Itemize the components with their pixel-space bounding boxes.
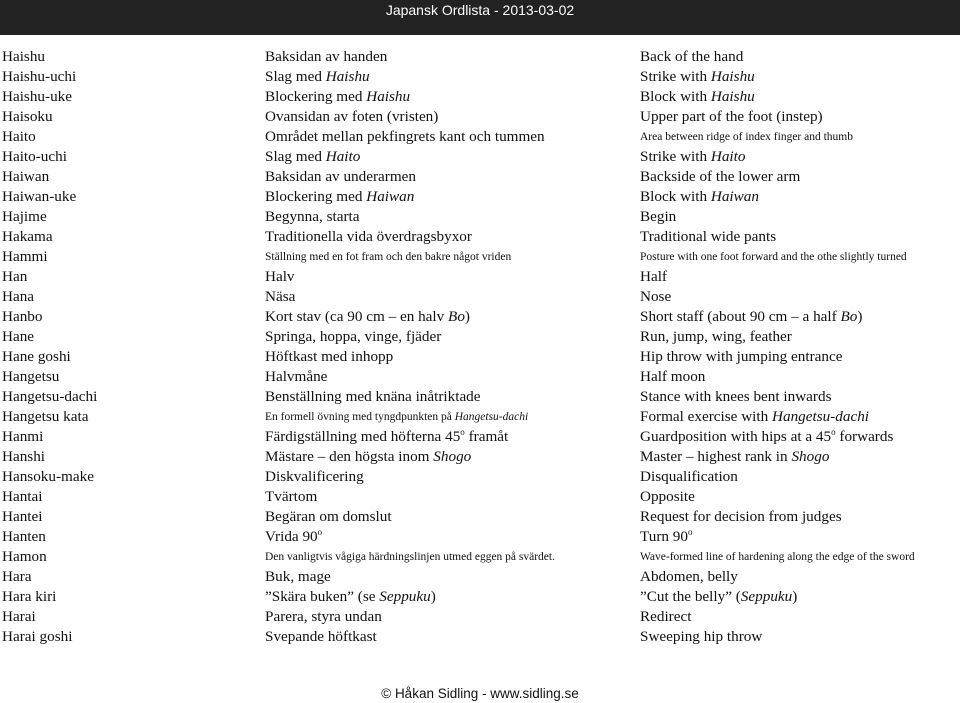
text-segment: ”Skära buken” (se xyxy=(265,588,380,605)
text-segment: Wave-formed line of hardening along the edge of the sword xyxy=(640,551,915,563)
text-segment: Strike with xyxy=(640,148,711,165)
translation-swedish xyxy=(265,367,327,387)
translation-swedish xyxy=(265,167,416,187)
degree-mark: o xyxy=(460,426,465,437)
term-japanese: Haishu xyxy=(2,48,46,65)
glossary-row xyxy=(0,127,960,147)
translation-english xyxy=(640,547,915,567)
text-segment: Buk, mage xyxy=(265,568,331,585)
text-segment: Short staff (about 90 cm – a half xyxy=(640,308,841,325)
glossary-row xyxy=(0,527,960,547)
term-japanese: Hanten xyxy=(2,528,46,545)
text-segment: Strike with xyxy=(640,68,711,85)
text-segment: Traditional wide pants xyxy=(640,228,777,245)
translation-swedish xyxy=(265,407,528,427)
translation-english xyxy=(640,487,695,507)
text-segment: Halvmåne xyxy=(265,368,328,385)
italic-term: Shogo xyxy=(791,448,830,465)
translation-english xyxy=(640,507,842,527)
italic-term: Hangetsu-dachi xyxy=(772,408,870,425)
translation-english xyxy=(640,287,671,307)
glossary-row xyxy=(0,347,960,367)
translation-swedish xyxy=(265,507,392,527)
italic-term: Haishu xyxy=(366,88,411,105)
degree-mark: o xyxy=(831,426,836,437)
glossary-row xyxy=(0,547,960,567)
glossary-row xyxy=(0,147,960,167)
term-japanese: Hangetsu kata xyxy=(2,408,89,425)
text-segment: Begäran om domslut xyxy=(265,508,392,525)
translation-english xyxy=(640,67,755,87)
translation-swedish xyxy=(265,627,377,647)
glossary-row xyxy=(0,567,960,587)
text-segment: Näsa xyxy=(265,288,296,305)
translation-english xyxy=(640,627,762,647)
translation-swedish xyxy=(265,207,359,227)
term-japanese: Hantei xyxy=(2,508,43,525)
glossary-row xyxy=(0,67,960,87)
text-segment: Baksidan av handen xyxy=(265,48,388,65)
term-japanese: Hanshi xyxy=(2,448,46,465)
text-segment: Block with xyxy=(640,188,711,205)
glossary-row xyxy=(0,247,960,267)
glossary-list xyxy=(0,47,960,647)
translation-english xyxy=(640,447,829,467)
translation-swedish xyxy=(265,587,436,607)
text-segment: Hip throw with jumping entrance xyxy=(640,348,843,365)
translation-english xyxy=(640,247,907,267)
translation-swedish xyxy=(265,327,441,347)
text-segment: Ovansidan av foten (vristen) xyxy=(265,108,439,125)
translation-english xyxy=(640,387,831,407)
text-segment: Half moon xyxy=(640,368,706,385)
text-segment: Block with xyxy=(640,88,711,105)
glossary-row xyxy=(0,47,960,67)
term-japanese: Haito-uchi xyxy=(2,148,67,165)
term-japanese: Hangetsu-dachi xyxy=(2,388,98,405)
translation-swedish xyxy=(265,247,511,267)
text-segment: Opposite xyxy=(640,488,695,505)
italic-term: Haiwan xyxy=(710,188,759,205)
text-segment: Halv xyxy=(265,268,295,285)
italic-term: Haiwan xyxy=(366,188,415,205)
translation-english xyxy=(640,427,893,447)
text-segment: Begynna, starta xyxy=(265,208,360,225)
text-segment: Springa, hoppa, vinge, fjäder xyxy=(265,328,442,345)
italic-term: Seppuku xyxy=(740,588,793,605)
translation-english xyxy=(640,407,869,427)
translation-english xyxy=(640,107,823,127)
translation-swedish xyxy=(265,467,364,487)
glossary-row xyxy=(0,87,960,107)
term-japanese: Haisoku xyxy=(2,108,53,125)
text-segment: Master – highest rank in xyxy=(640,448,792,465)
text-segment: Ställning med en fot fram och den bakre något vriden xyxy=(265,251,512,263)
italic-term: Bo xyxy=(840,308,858,325)
glossary-row xyxy=(0,507,960,527)
translation-swedish xyxy=(265,567,331,587)
text-segment: Området mellan pekfingrets kant och tummen xyxy=(265,128,545,145)
text-segment: ) xyxy=(857,308,863,325)
translation-swedish xyxy=(265,107,438,127)
text-segment: Upper part of the foot (instep) xyxy=(640,108,823,125)
term-japanese: Hanbo xyxy=(2,308,43,325)
translation-english xyxy=(640,347,842,367)
text-segment: Tvärtom xyxy=(265,488,318,505)
translation-english xyxy=(640,307,862,327)
translation-swedish xyxy=(265,227,472,247)
translation-english xyxy=(640,167,800,187)
text-segment: ”Cut the belly” ( xyxy=(640,588,741,605)
translation-english xyxy=(640,127,853,147)
translation-swedish xyxy=(265,67,370,87)
footer xyxy=(0,686,960,702)
term-japanese: Haishu-uke xyxy=(2,88,73,105)
term-japanese: Hara kiri xyxy=(2,588,57,605)
translation-swedish xyxy=(265,607,382,627)
text-segment: Traditionella vida överdragsbyxor xyxy=(265,228,472,245)
text-segment: Back of the hand xyxy=(640,48,744,65)
copyright-icon: © xyxy=(381,686,392,701)
text-segment: Run, jump, wing, feather xyxy=(640,328,792,345)
page-header xyxy=(0,0,960,35)
text-segment: Half xyxy=(640,268,667,285)
translation-english xyxy=(640,527,692,547)
text-segment: Begin xyxy=(640,208,677,225)
text-segment: Guardposition with hips at a 45 xyxy=(640,428,832,445)
translation-english xyxy=(640,267,667,287)
text-segment: Svepande höftkast xyxy=(265,628,377,645)
translation-swedish xyxy=(265,147,360,167)
text-segment: forwards xyxy=(835,428,894,445)
glossary-row xyxy=(0,167,960,187)
text-segment: Redirect xyxy=(640,608,692,625)
term-japanese: Hammi xyxy=(2,248,48,265)
text-segment: Sweeping hip throw xyxy=(640,628,763,645)
translation-swedish xyxy=(265,527,322,547)
term-japanese: Hansoku-make xyxy=(2,468,94,485)
text-segment: Formal exercise with xyxy=(640,408,773,425)
text-segment: Diskvalificering xyxy=(265,468,364,485)
glossary-row xyxy=(0,627,960,647)
translation-english xyxy=(640,207,676,227)
term-japanese: Hangetsu xyxy=(2,368,60,385)
glossary-row xyxy=(0,487,960,507)
term-japanese: Hanmi xyxy=(2,428,44,445)
glossary-row xyxy=(0,327,960,347)
italic-term: Haito xyxy=(710,148,746,165)
italic-term: Bo xyxy=(448,308,465,325)
term-japanese: Haiwan xyxy=(2,168,50,185)
translation-swedish xyxy=(265,547,555,567)
text-segment: En formell övning med tyngdpunkten på xyxy=(265,411,455,423)
glossary-row xyxy=(0,287,960,307)
text-segment: Nose xyxy=(640,288,672,305)
translation-english xyxy=(640,187,759,207)
translation-swedish xyxy=(265,427,508,447)
glossary-row xyxy=(0,187,960,207)
term-japanese: Hara xyxy=(2,568,32,585)
text-segment: Benställning med knäna inåtriktade xyxy=(265,388,481,405)
term-japanese: Hajime xyxy=(2,208,47,225)
glossary-row xyxy=(0,387,960,407)
term-japanese: Hane goshi xyxy=(2,348,71,365)
glossary-row xyxy=(0,307,960,327)
translation-english xyxy=(640,607,691,627)
translation-english xyxy=(640,147,745,167)
term-japanese: Hantai xyxy=(2,488,43,505)
term-japanese: Haiwan-uke xyxy=(2,188,77,205)
degree-mark: o xyxy=(687,526,693,537)
glossary-row xyxy=(0,467,960,487)
italic-term: Haito xyxy=(325,148,361,165)
glossary-row xyxy=(0,207,960,227)
italic-term: Seppuku xyxy=(379,588,431,605)
text-segment: Turn 90 xyxy=(640,528,688,545)
translation-swedish xyxy=(265,287,295,307)
text-segment: Höftkast med inhopp xyxy=(265,348,394,365)
translation-swedish xyxy=(265,387,481,407)
page-title: Japansk Ordlista - 2013-03-02 xyxy=(385,2,575,18)
text-segment: Stance with knees bent inwards xyxy=(640,388,832,405)
translation-english xyxy=(640,327,792,347)
term-japanese: Hakama xyxy=(2,228,53,245)
text-segment: Vrida 90 xyxy=(265,528,318,545)
translation-english xyxy=(640,47,743,67)
term-japanese: Harai xyxy=(2,608,36,625)
translation-swedish xyxy=(265,87,410,107)
term-japanese: Hana xyxy=(2,288,35,305)
glossary-row xyxy=(0,367,960,387)
text-segment: Slag med xyxy=(265,148,326,165)
term-japanese: Hane xyxy=(2,328,35,345)
translation-english xyxy=(640,227,776,247)
term-japanese: Haito xyxy=(2,128,36,145)
glossary-row xyxy=(0,587,960,607)
text-segment: Kort stav (ca 90 cm – en halv xyxy=(265,308,449,325)
glossary-row xyxy=(0,447,960,467)
text-segment: ) xyxy=(792,588,798,605)
term-japanese: Hamon xyxy=(2,548,47,565)
translation-swedish xyxy=(265,487,317,507)
translation-english xyxy=(640,587,797,607)
text-segment: Mästare – den högsta inom xyxy=(265,448,434,465)
translation-swedish xyxy=(265,127,545,147)
translation-swedish xyxy=(265,187,414,207)
text-segment: Blockering med xyxy=(265,88,367,105)
translation-swedish xyxy=(265,267,295,287)
translation-swedish xyxy=(265,347,393,367)
glossary-row xyxy=(0,407,960,427)
text-segment: Area between ridge of index finger and thumb xyxy=(640,131,853,143)
translation-english xyxy=(640,87,755,107)
text-segment: Färdigställning med höfterna 45 xyxy=(265,428,461,445)
text-segment: ) xyxy=(430,588,436,605)
italic-term: Haishu xyxy=(325,68,370,85)
term-japanese: Haishu-uchi xyxy=(2,68,77,85)
text-segment: Baksidan av underarmen xyxy=(265,168,416,185)
translation-english xyxy=(640,467,738,487)
glossary-row xyxy=(0,267,960,287)
text-segment: ) xyxy=(464,308,470,325)
translation-english xyxy=(640,567,738,587)
term-japanese: Han xyxy=(2,268,28,285)
text-segment: Request for decision from judges xyxy=(640,508,842,525)
text-segment: Slag med xyxy=(265,68,326,85)
text-segment: Backside of the lower arm xyxy=(640,168,801,185)
translation-swedish xyxy=(265,447,471,467)
text-segment: framåt xyxy=(464,428,509,445)
text-segment: Parera, styra undan xyxy=(265,608,382,625)
glossary-row xyxy=(0,427,960,447)
text-segment: Posture with one foot forward and the othe slightly turned xyxy=(640,251,907,263)
italic-term: Haishu xyxy=(710,68,755,85)
text-segment: Abdomen, belly xyxy=(640,568,738,585)
glossary-row xyxy=(0,227,960,247)
translation-swedish xyxy=(265,307,470,327)
glossary-row xyxy=(0,607,960,627)
text-segment: Disqualification xyxy=(640,468,738,485)
glossary-row xyxy=(0,107,960,127)
translation-english xyxy=(640,367,705,387)
italic-term: Hangetsu-dachi xyxy=(454,411,529,423)
degree-mark: o xyxy=(317,526,323,537)
term-japanese: Harai goshi xyxy=(2,628,73,645)
text-segment: Den vanligtvis vågiga härdningslinjen utmed eggen på svärdet. xyxy=(265,551,555,563)
footer-text: Håkan Sidling - www.sidling.se xyxy=(394,686,579,701)
italic-term: Shogo xyxy=(433,448,472,465)
translation-swedish xyxy=(265,47,387,67)
text-segment: Blockering med xyxy=(265,188,367,205)
italic-term: Haishu xyxy=(710,88,755,105)
